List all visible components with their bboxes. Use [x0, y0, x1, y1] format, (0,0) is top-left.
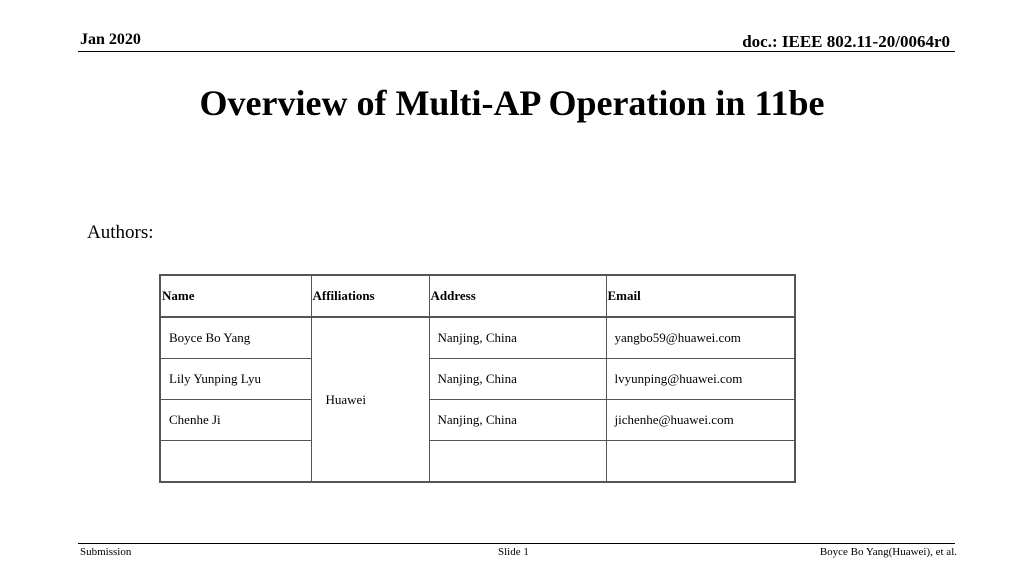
table-row: [160, 359, 795, 400]
footer-divider: [78, 543, 955, 544]
header-name: Name: [160, 275, 311, 317]
header-divider: [78, 51, 955, 52]
author-name: [160, 441, 311, 483]
authors-table: [159, 274, 796, 483]
author-address: Nanjing, China: [429, 317, 606, 359]
author-address: Nanjing, China: [429, 400, 606, 441]
slide-title: Overview of Multi-AP Operation in 11be: [199, 83, 825, 123]
author-email: jichenhe@huawei.com: [606, 400, 795, 441]
header-address: Address: [429, 275, 606, 317]
header-date: Jan 2020: [80, 31, 141, 48]
author-address: [429, 441, 606, 483]
header-doc-id: doc.: IEEE 802.11-20/0064r0: [742, 32, 950, 51]
author-email: [606, 441, 795, 483]
header-affiliations: Affiliations: [311, 275, 429, 317]
authors-label: Authors:: [87, 222, 154, 243]
author-name: Boyce Bo Yang: [160, 317, 311, 359]
table-row: [160, 400, 795, 441]
table-row: [160, 441, 795, 483]
author-affiliation: Huawei: [311, 317, 429, 482]
table-header-row: [160, 275, 795, 317]
table-row: [160, 317, 795, 359]
author-email: lvyunping@huawei.com: [606, 359, 795, 400]
author-address: Nanjing, China: [429, 359, 606, 400]
header-email: Email: [606, 275, 795, 317]
author-email: yangbo59@huawei.com: [606, 317, 795, 359]
footer-submission: Submission: [80, 546, 132, 558]
footer-slide-number: Slide 1: [498, 546, 529, 558]
author-name: Chenhe Ji: [160, 400, 311, 441]
footer-author: Boyce Bo Yang(Huawei), et al.: [819, 546, 957, 558]
author-name: Lily Yunping Lyu: [160, 359, 311, 400]
